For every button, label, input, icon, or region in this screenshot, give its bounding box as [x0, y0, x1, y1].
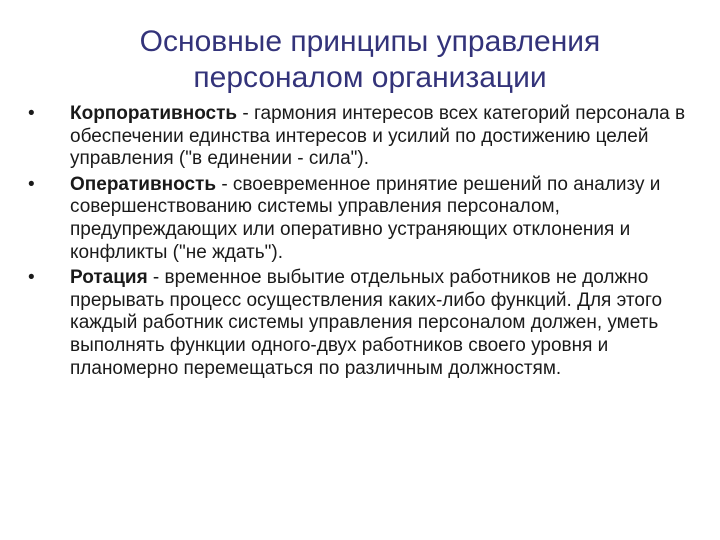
principle-item-rotation: [28, 267, 698, 380]
principle-description: - временное выбытие отдельных работников не должно прерывать процесс осуществления каких-либо функций. Для этого каждый работник системы управления персоналом должен, уметь выполнять функции одного-двух работников своего уровня и планомерно перемещаться по различным должностям.: [70, 267, 663, 379]
principle-term: Корпоративность: [70, 103, 238, 124]
slide-title: [60, 24, 680, 96]
bullet-icon: •: [28, 267, 35, 289]
principle-item-corporativeness: [28, 103, 698, 171]
principle-term: Оперативность: [70, 173, 217, 195]
principle-item-efficiency: [28, 174, 698, 264]
principle-term: Ротация: [70, 267, 148, 289]
bullet-icon: •: [28, 173, 35, 195]
principle-description: - своевременное принятие решений по анализу и совершенствованию системы управления персоналом, предупреждающих или оперативно устраняющих отклонения и конфликты ("не ждать").: [70, 173, 661, 263]
slide-title-line-1: Основные принципы управления: [139, 25, 601, 58]
principle-description: - гармония интересов всех категорий персонала в обеспечении единства интересов и усилий по достижению целей управления ("в единении - сила").: [70, 103, 686, 170]
principles-list: [28, 103, 698, 383]
bullet-icon: •: [28, 103, 35, 124]
slide-title-line-2: персоналом организации: [193, 61, 547, 94]
